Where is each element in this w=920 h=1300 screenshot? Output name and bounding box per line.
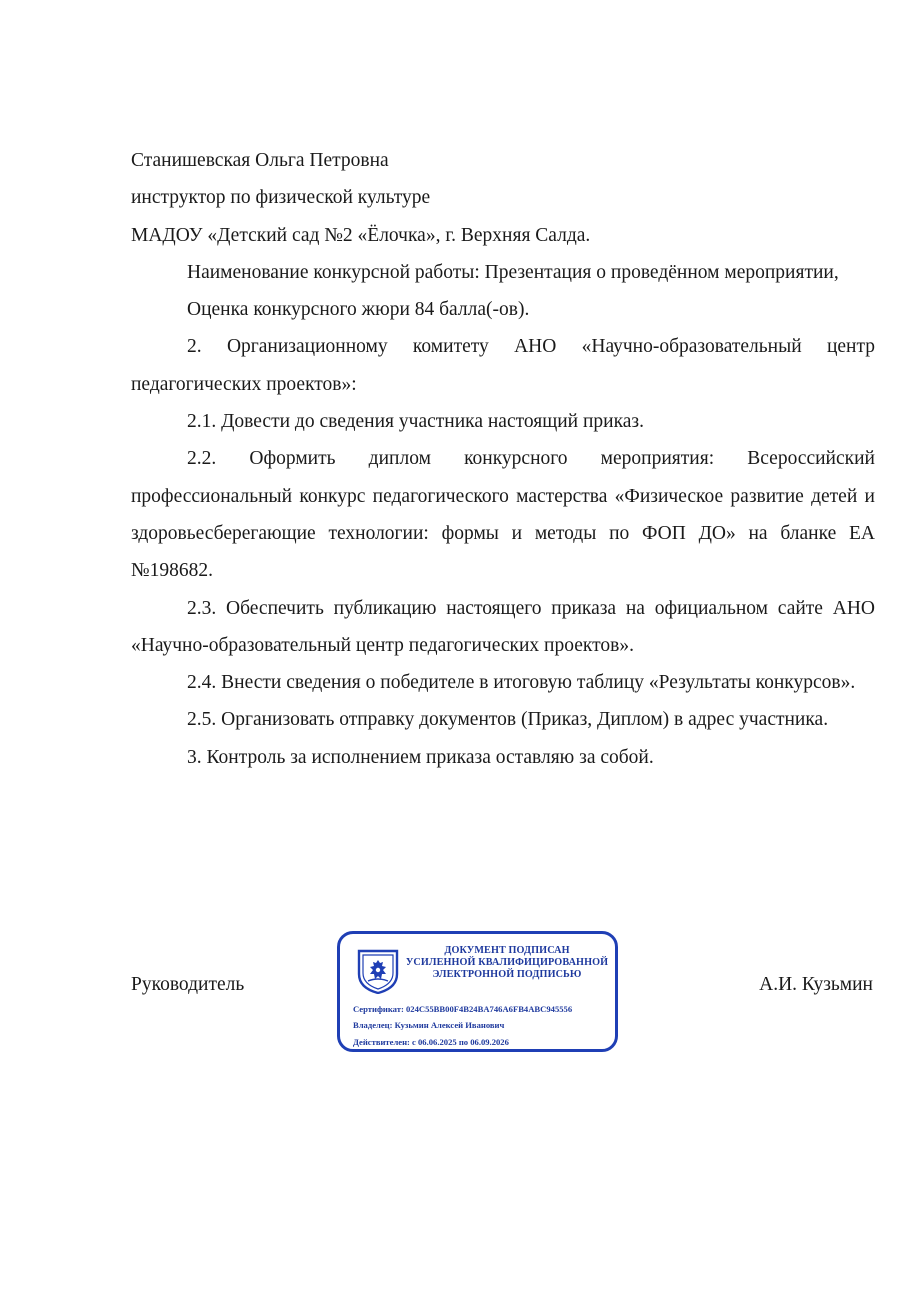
work-title-paragraph: Наименование конкурсной работы: Презентация о проведённом мероприятии,: [187, 261, 839, 283]
stamp-title-line: ДОКУМЕНТ ПОДПИСАН: [444, 945, 570, 956]
stamp-owner: Владелец: Кузьмин Алексей Иванович: [353, 1020, 505, 1031]
score-paragraph: Оценка конкурсного жюри 84 балла(-ов).: [187, 299, 530, 321]
signatory-name: А.И. Кузьмин: [759, 974, 873, 995]
stamp-details: [353, 1001, 572, 1050]
item-2-4-paragraph: 2.4. Внести сведения о победителе в итоговую таблицу «Результаты конкурсов».: [187, 672, 856, 694]
stamp-title-line: УСИЛЕННОЙ КВАЛИФИЦИРОВАННОЙ: [405, 957, 609, 969]
signatory-role: Руководитель: [131, 974, 245, 995]
item-2-5-paragraph: 2.5. Организовать отправку документов (Приказ, Диплом) в адрес участника.: [187, 709, 829, 731]
item-2-paragraph: 2. Организационному комитету АНО «Научно-образовательный центр педагогических проектов»:: [131, 336, 875, 395]
electronic-signature-stamp: [337, 931, 618, 1052]
item-3-paragraph: 3. Контроль за исполнением приказа оставляю за собой.: [187, 746, 654, 768]
item-2-2-paragraph: 2.2. Оформить диплом конкурсного мероприятия: Всероссийский профессиональный конкурс педагогического мастерства «Физическое развитие детей и здоровьесберегающие технологии: формы и методы по ФОП ДО» на бланке ЕА №198682.: [131, 448, 875, 582]
participant-name: Станишевская Ольга Петровна: [131, 150, 389, 171]
participant-organization: МАДОУ «Детский сад №2 «Ёлочка», г. Верхняя Салда.: [131, 224, 591, 246]
stamp-title-line: ЭЛЕКТРОННОЙ ПОДПИСЬЮ: [432, 969, 582, 981]
document-body: [131, 142, 875, 776]
shield-emblem-icon: [357, 948, 399, 994]
participant-position: инструктор по физической культуре: [131, 187, 431, 209]
item-2-3-paragraph: 2.3. Обеспечить публикацию настоящего приказа на официальном сайте АНО «Научно-образовательный центр педагогических проектов».: [131, 597, 875, 656]
stamp-title: [402, 945, 612, 982]
stamp-validity: Действителен: с 06.06.2025 по 06.09.2026: [353, 1036, 509, 1047]
item-2-1-paragraph: 2.1. Довести до сведения участника настоящий приказ.: [187, 411, 645, 433]
stamp-certificate: Сертификат: 024C55BB00F4B24BA746A6FB4ABC945556: [353, 1004, 573, 1014]
